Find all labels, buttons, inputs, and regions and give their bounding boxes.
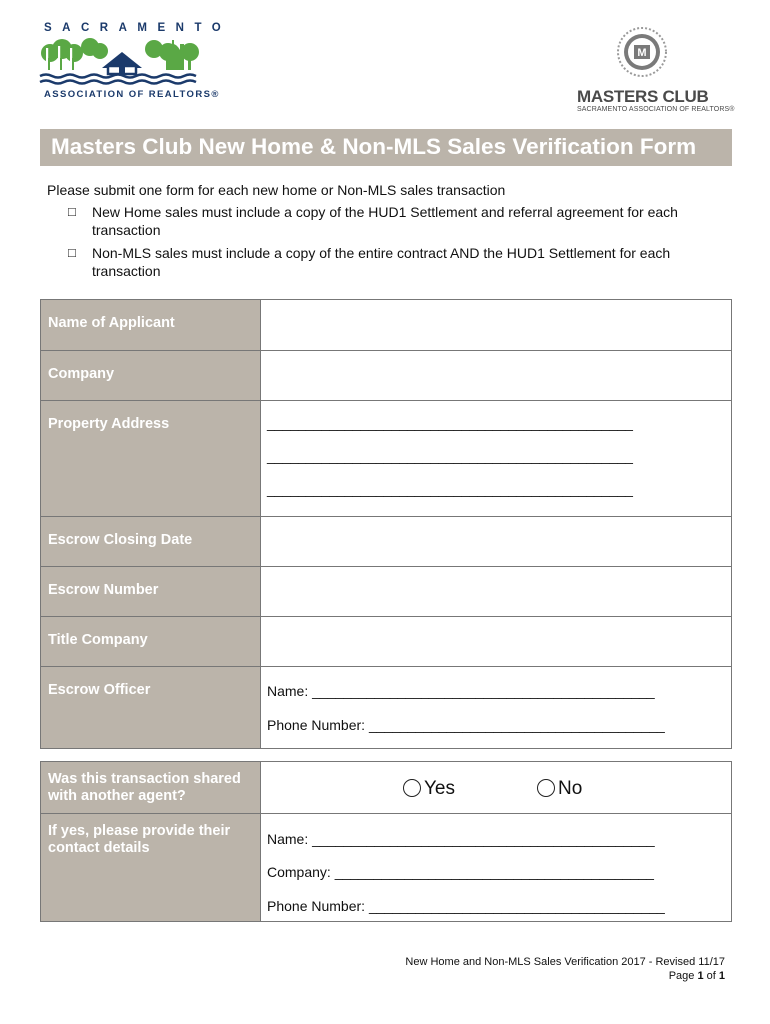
escrow-officer-phone-line[interactable]: Phone Number: ______________________________________ — [267, 717, 665, 733]
table-row — [41, 616, 731, 666]
no-radio-icon[interactable] — [537, 779, 555, 797]
page-footer — [405, 955, 725, 983]
label-shared-question: Was this transaction shared with another agent? — [41, 762, 261, 813]
table-row — [41, 813, 731, 921]
logo-bottom-text: ASSOCIATION OF REALTORS® — [44, 89, 220, 100]
label-escrow-officer: Escrow Officer — [41, 667, 261, 748]
masters-club-subtitle: SACRAMENTO ASSOCIATION OF REALTORS® — [577, 106, 735, 113]
page-title: Masters Club New Home & Non-MLS Sales Verification Form — [51, 134, 697, 159]
transaction-details-table — [40, 299, 732, 749]
table-row — [41, 762, 731, 813]
yes-label: Yes — [424, 778, 455, 799]
table-row — [41, 566, 731, 616]
yes-radio-icon[interactable] — [403, 779, 421, 797]
footer-revision: New Home and Non-MLS Sales Verification 2017 - Revised 11/17 — [405, 956, 725, 968]
requirement-new-home: New Home sales must include a copy of the HUD1 Settlement and referral agreement for each transaction — [92, 204, 678, 238]
contact-phone-line[interactable]: Phone Number: ______________________________________ — [267, 898, 665, 914]
requirements-list — [47, 203, 737, 280]
masters-club-emblem-icon — [614, 24, 670, 82]
intro-text: Please submit one form for each new home or Non-MLS sales transaction — [47, 182, 506, 198]
label-title-company: Title Company — [41, 617, 261, 666]
label-name-of-applicant: Name of Applicant — [41, 300, 261, 350]
title-bar — [40, 129, 732, 166]
no-label: No — [558, 778, 583, 799]
bullet-icon: □ — [68, 204, 76, 219]
shared-answer-field — [261, 762, 731, 813]
bullet-icon: □ — [68, 245, 76, 260]
page-number — [405, 969, 725, 983]
table-row — [41, 350, 731, 400]
page-current: 1 — [697, 970, 704, 982]
applicant-name-field[interactable] — [261, 300, 731, 350]
table-row — [41, 666, 731, 748]
intro-instructions — [47, 181, 737, 285]
address-line-1[interactable]: _______________________________________________ — [267, 415, 633, 431]
property-address-field[interactable] — [261, 401, 731, 516]
masters-club-name: MASTERS CLUB — [577, 87, 709, 106]
contact-details-field — [261, 814, 731, 921]
escrow-officer-field — [261, 667, 731, 748]
yes-option[interactable] — [403, 778, 455, 800]
city-skyline-icon — [38, 36, 206, 90]
escrow-officer-name-line[interactable]: Name: ____________________________________________ — [267, 683, 655, 699]
list-item — [47, 203, 737, 239]
shared-transaction-table — [40, 761, 732, 922]
contact-name-line[interactable]: Name: ____________________________________________ — [267, 831, 655, 847]
label-escrow-number: Escrow Number — [41, 567, 261, 616]
sacramento-realtors-logo — [38, 22, 232, 102]
page-prefix: Page — [668, 970, 698, 982]
list-item — [47, 244, 737, 280]
table-row — [41, 300, 731, 350]
contact-company-line[interactable]: Company: _________________________________________ — [267, 864, 654, 880]
label-contact-prompt: If yes, please provide their contact details — [41, 814, 261, 921]
logo-top-word: SACRAMENTO — [44, 22, 232, 34]
label-escrow-closing-date: Escrow Closing Date — [41, 517, 261, 566]
table-row — [41, 516, 731, 566]
requirement-non-mls: Non-MLS sales must include a copy of the entire contract AND the HUD1 Settlement for each transaction — [92, 245, 671, 279]
page-of: of — [703, 970, 719, 982]
table-row — [41, 400, 731, 516]
address-line-3[interactable]: _______________________________________________ — [267, 481, 633, 497]
escrow-number-field[interactable] — [261, 567, 731, 616]
address-line-2[interactable]: _______________________________________________ — [267, 448, 633, 464]
no-option[interactable] — [537, 778, 582, 800]
label-company: Company — [41, 351, 261, 400]
title-company-field[interactable] — [261, 617, 731, 666]
label-property-address: Property Address — [41, 401, 261, 516]
company-field[interactable] — [261, 351, 731, 400]
emblem-letter: M — [637, 47, 647, 59]
page-total: 1 — [718, 970, 725, 982]
escrow-closing-date-field[interactable] — [261, 517, 731, 566]
masters-club-logo — [570, 24, 735, 116]
